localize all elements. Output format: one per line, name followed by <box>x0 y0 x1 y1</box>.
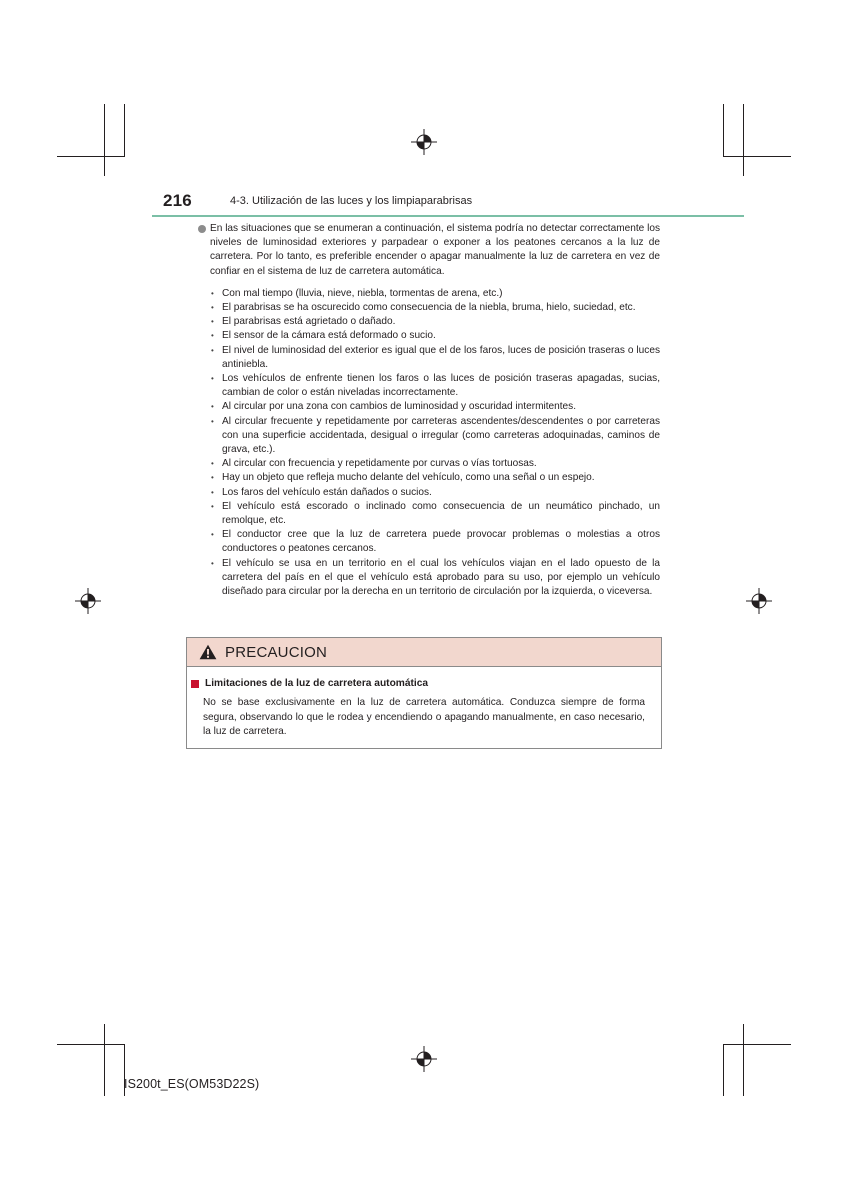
list-item: • El parabrisas se ha oscurecido como consecuencia de la niebla, bruma, hielo, suciedad, etc. <box>222 301 660 315</box>
crop-mark <box>723 1044 791 1045</box>
list-item: • El sensor de la cámara está deformado o sucio. <box>222 329 660 343</box>
caution-body: No se base exclusivamente en la luz de carretera automática. Conduzca siempre de forma segura, observando lo que le rodea y encendiendo o apagando manualmente, en caso necesario, la luz de carretera. <box>203 697 645 737</box>
caution-box <box>186 637 662 749</box>
list-item: • Al circular con frecuencia y repetidamente por curvas o vías tortuosas. <box>222 457 660 471</box>
crop-mark <box>124 104 125 156</box>
list-item: • Con mal tiempo (lluvia, nieve, niebla, tormentas de arena, etc.) <box>222 287 660 301</box>
list-item: • El vehículo está escorado o inclinado como consecuencia de un neumático pinchado, un remolque, etc. <box>222 500 660 528</box>
main-content <box>198 222 660 599</box>
list-item: • El nivel de luminosidad del exterior es igual que el de los faros, luces de posición traseras o luces antiniebla. <box>222 344 660 372</box>
list-item: • Al circular por una zona con cambios de luminosidad y oscuridad intermitentes. <box>222 400 660 414</box>
crop-mark <box>104 104 105 176</box>
list-item: • Al circular frecuente y repetidamente por carreteras ascendentes/descendentes o por carreteras con una superficie accidentada, desigual o irregular (como carreteras adoquinadas, caminos de grava, etc.). <box>222 415 660 458</box>
intro-text: En las situaciones que se enumeran a continuación, el sistema podría no detectar correctamente los niveles de luminosidad exteriores y parpadear o exponer a los peatones cercanos a la luz de carretera. Por lo tanto, es preferible encender o apagar manualmente la luz de carretera en vez de confiar en el sistema de luz de carretera automática. <box>210 223 660 277</box>
registration-mark-icon <box>411 1046 437 1072</box>
registration-mark-icon <box>746 588 772 614</box>
caution-title: PRECAUCION <box>225 643 328 661</box>
crop-mark <box>57 156 125 157</box>
list-item: • El vehículo se usa en un territorio en el cual los vehículos viajan en el lado opuesto de la carretera del país en el que el vehículo está aprobado para su uso, por ejemplo un vehículo diseñado para circular por la derecha en un territorio de circulación por la izquierda, o viceversa. <box>222 557 660 600</box>
square-marker-icon <box>191 680 199 688</box>
crop-mark <box>57 1044 125 1045</box>
conditions-list <box>198 287 660 599</box>
crop-mark <box>104 1024 105 1096</box>
list-item: • Hay un objeto que refleja mucho delante del vehículo, como una señal o un espejo. <box>222 471 660 485</box>
warning-triangle-icon <box>199 644 217 660</box>
caution-header <box>187 638 661 667</box>
list-item: • Los faros del vehículo están dañados o sucios. <box>222 486 660 500</box>
caution-subtitle-text: Limitaciones de la luz de carretera automática <box>205 678 429 689</box>
list-item: • Los vehículos de enfrente tienen los faros o las luces de posición traseras apagadas, sucias, cambian de color o están niveladas incorrectamente. <box>222 372 660 400</box>
list-item: • El parabrisas está agrietado o dañado. <box>222 315 660 329</box>
intro-paragraph <box>198 222 660 279</box>
registration-mark-icon <box>411 129 437 155</box>
document-code: IS200t_ES(OM53D22S) <box>124 1077 260 1091</box>
list-item: • El conductor cree que la luz de carretera puede provocar problemas o molestias a otros conductores o peatones cercanos. <box>222 528 660 556</box>
crop-mark <box>723 156 791 157</box>
bullet-circle-icon <box>198 225 206 233</box>
section-title: 4-3. Utilización de las luces y los limpiaparabrisas <box>230 195 473 207</box>
registration-mark-icon <box>75 588 101 614</box>
crop-mark <box>743 104 744 176</box>
header-rule <box>152 215 744 217</box>
page-number: 216 <box>163 191 192 210</box>
crop-mark <box>723 1044 724 1096</box>
crop-mark <box>743 1024 744 1096</box>
caution-subtitle <box>191 678 428 689</box>
crop-mark <box>723 104 724 156</box>
